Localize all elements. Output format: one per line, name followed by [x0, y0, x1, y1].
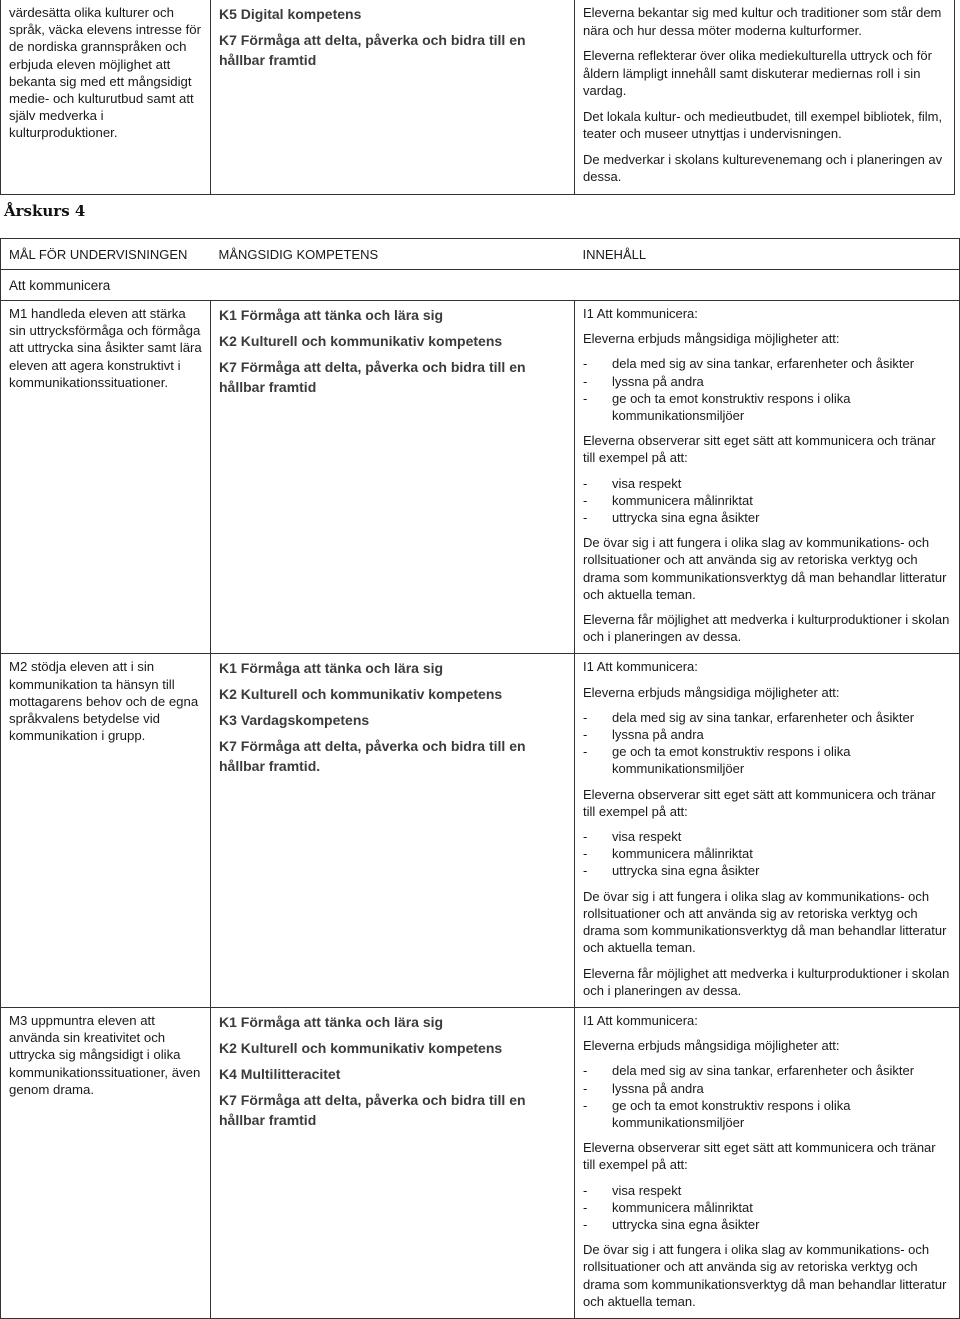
- list-item: - visa respekt: [583, 1182, 951, 1199]
- header-content: INNEHÅLL: [582, 246, 647, 262]
- table-row: [1, 301, 960, 654]
- content-culture: Eleverna får möjlighet att medverka i kulturproduktioner i skolan och i planeringen av dessa.: [583, 612, 950, 645]
- content-intro: Eleverna erbjuds mångsidiga möjligheter att:: [583, 684, 840, 700]
- content-list: [583, 1182, 951, 1234]
- content-paragraph: Det lokala kultur- och medieutbudet, till exempel bibliotek, film, teater och museer utnyttjas i undervisningen.: [583, 108, 943, 141]
- table-header-row: [1, 239, 960, 270]
- content-practice: De övar sig i att fungera i olika slag av kommunikations- och rollsituationer och att använda sig av retoriska verktyg och drama som kommunikationsverktyg då man behandlar litteratur och aktuella teman.: [583, 535, 947, 602]
- goal-text: M2 stödja eleven att i sin kommunikation ta hänsyn till mottagarens behov och de egna språkvalens betydelse vid kommunikation i grupp.: [9, 659, 199, 744]
- curriculum-table: [0, 238, 960, 1319]
- content-heading: I1 Att kommunicera:: [583, 306, 698, 321]
- list-item: - ge och ta emot konstruktiv respons i olika kommunikationsmiljöer: [583, 1097, 951, 1131]
- content-paragraph: De medverkar i skolans kulturevenemang och i planeringen av dessa.: [583, 151, 943, 184]
- competency-item: K7 Förmåga att delta, påverka och bidra till en hållbar framtid: [219, 1091, 526, 1128]
- content-list: [583, 355, 951, 424]
- year-heading: Årskurs 4: [4, 202, 86, 220]
- competency-item: K4 Multilitteracitet: [219, 1065, 341, 1082]
- content-observe: Eleverna observerar sitt eget sätt att kommunicera och tränar till exempel på att:: [583, 1140, 936, 1173]
- continued-table: [0, 0, 955, 195]
- content-paragraph: Eleverna bekantar sig med kultur och traditioner som står dem nära och hur dessa möter moderna kulturformer.: [583, 5, 942, 38]
- competency-item: K2 Kulturell och kommunikativ kompetens: [219, 1039, 503, 1056]
- section-title: Att kommunicera: [9, 277, 111, 293]
- list-item: - lyssna på andra: [583, 373, 951, 390]
- header-goals: MÅL FÖR UNDERVISNINGEN: [9, 246, 188, 262]
- list-item: - kommunicera målinriktat: [583, 1199, 951, 1216]
- list-item: - lyssna på andra: [583, 726, 951, 743]
- goal-text: värdesätta olika kulturer och språk, väcka elevens intresse för de nordiska grannspråken och erbjuda eleven möjlighet att bekanta sig med ett mångsidigt medie- och kulturutbud samt att själv medverka i kulturproduktioner.: [9, 5, 202, 141]
- list-item: - visa respekt: [583, 475, 951, 492]
- content-list: [583, 828, 951, 880]
- list-item: - ge och ta emot konstruktiv respons i olika kommunikationsmiljöer: [583, 743, 951, 777]
- list-item: - dela med sig av sina tankar, erfarenheter och åsikter: [583, 709, 951, 726]
- competency-item: K1 Förmåga att tänka och lära sig: [219, 660, 444, 677]
- content-practice: De övar sig i att fungera i olika slag av kommunikations- och rollsituationer och att använda sig av retoriska verktyg och drama som kommunikationsverktyg då man behandlar litteratur och aktuella teman.: [583, 1242, 947, 1309]
- content-observe: Eleverna observerar sitt eget sätt att kommunicera och tränar till exempel på att:: [583, 433, 936, 466]
- content-paragraph: Eleverna reflekterar över olika mediekulturella uttryck och för åldern lämpligt innehåll samt diskuterar mediernas roll i sin vardag.: [583, 48, 932, 98]
- list-item: - visa respekt: [583, 828, 951, 845]
- content-list: [583, 709, 951, 778]
- competency-item: K3 Vardagskompetens: [219, 712, 370, 729]
- competency-k5: K5 Digital kompetens: [219, 6, 362, 22]
- table-row: [1, 1007, 960, 1318]
- competency-cell: [211, 0, 575, 194]
- table-row: [1, 654, 960, 1007]
- header-competency: MÅNGSIDIG KOMPETENS: [218, 246, 379, 262]
- content-heading: I1 Att kommunicera:: [583, 1012, 698, 1028]
- list-item: - uttrycka sina egna åsikter: [583, 1216, 951, 1233]
- competency-item: K7 Förmåga att delta, påverka och bidra till en hållbar framtid: [219, 359, 526, 395]
- list-item: - uttrycka sina egna åsikter: [583, 862, 951, 879]
- competency-item: K1 Förmåga att tänka och lära sig: [219, 1013, 444, 1030]
- competency-item: K1 Förmåga att tänka och lära sig: [219, 307, 444, 323]
- list-item: - dela med sig av sina tankar, erfarenheter och åsikter: [583, 355, 951, 372]
- list-item: - kommunicera målinriktat: [583, 845, 951, 862]
- content-culture: Eleverna får möjlighet att medverka i kulturproduktioner i skolan och i planeringen av dessa.: [583, 965, 950, 998]
- competency-k7: K7 Förmåga att delta, påverka och bidra till en hållbar framtid: [219, 32, 526, 68]
- list-item: - kommunicera målinriktat: [583, 492, 951, 509]
- goal-text: M1 handleda eleven att stärka sin uttrycksförmåga och förmåga att uttrycka sina åsikter samt lära eleven att agera konstruktivt i kommunikationssituationer.: [9, 306, 202, 390]
- content-practice: De övar sig i att fungera i olika slag av kommunikations- och rollsituationer och att använda sig av retoriska verktyg och drama som kommunikationsverktyg då man behandlar litteratur och aktuella teman.: [583, 888, 947, 956]
- content-list: [583, 1062, 951, 1131]
- content-cell: [575, 0, 955, 194]
- list-item: - uttrycka sina egna åsikter: [583, 509, 951, 526]
- content-list: [583, 475, 951, 527]
- competency-item: K7 Förmåga att delta, påverka och bidra till en hållbar framtid.: [219, 738, 526, 775]
- content-heading: I1 Att kommunicera:: [583, 659, 698, 675]
- content-intro: Eleverna erbjuds mångsidiga möjligheter att:: [583, 331, 840, 347]
- content-observe: Eleverna observerar sitt eget sätt att kommunicera och tränar till exempel på att:: [583, 786, 936, 819]
- goal-text: M3 uppmuntra eleven att använda sin kreativitet och uttrycka sig mångsidigt i olika kommunikationssituationer, även genom drama.: [9, 1012, 201, 1097]
- list-item: - ge och ta emot konstruktiv respons i olika kommunikationsmiljöer: [583, 390, 951, 424]
- competency-item: K2 Kulturell och kommunikativ kompetens: [219, 686, 503, 703]
- goal-cell: [1, 0, 211, 194]
- list-item: - lyssna på andra: [583, 1080, 951, 1097]
- section-row: [1, 270, 960, 301]
- competency-item: K2 Kulturell och kommunikativ kompetens: [219, 333, 503, 349]
- content-intro: Eleverna erbjuds mångsidiga möjligheter att:: [583, 1038, 840, 1054]
- list-item: - dela med sig av sina tankar, erfarenheter och åsikter: [583, 1062, 951, 1079]
